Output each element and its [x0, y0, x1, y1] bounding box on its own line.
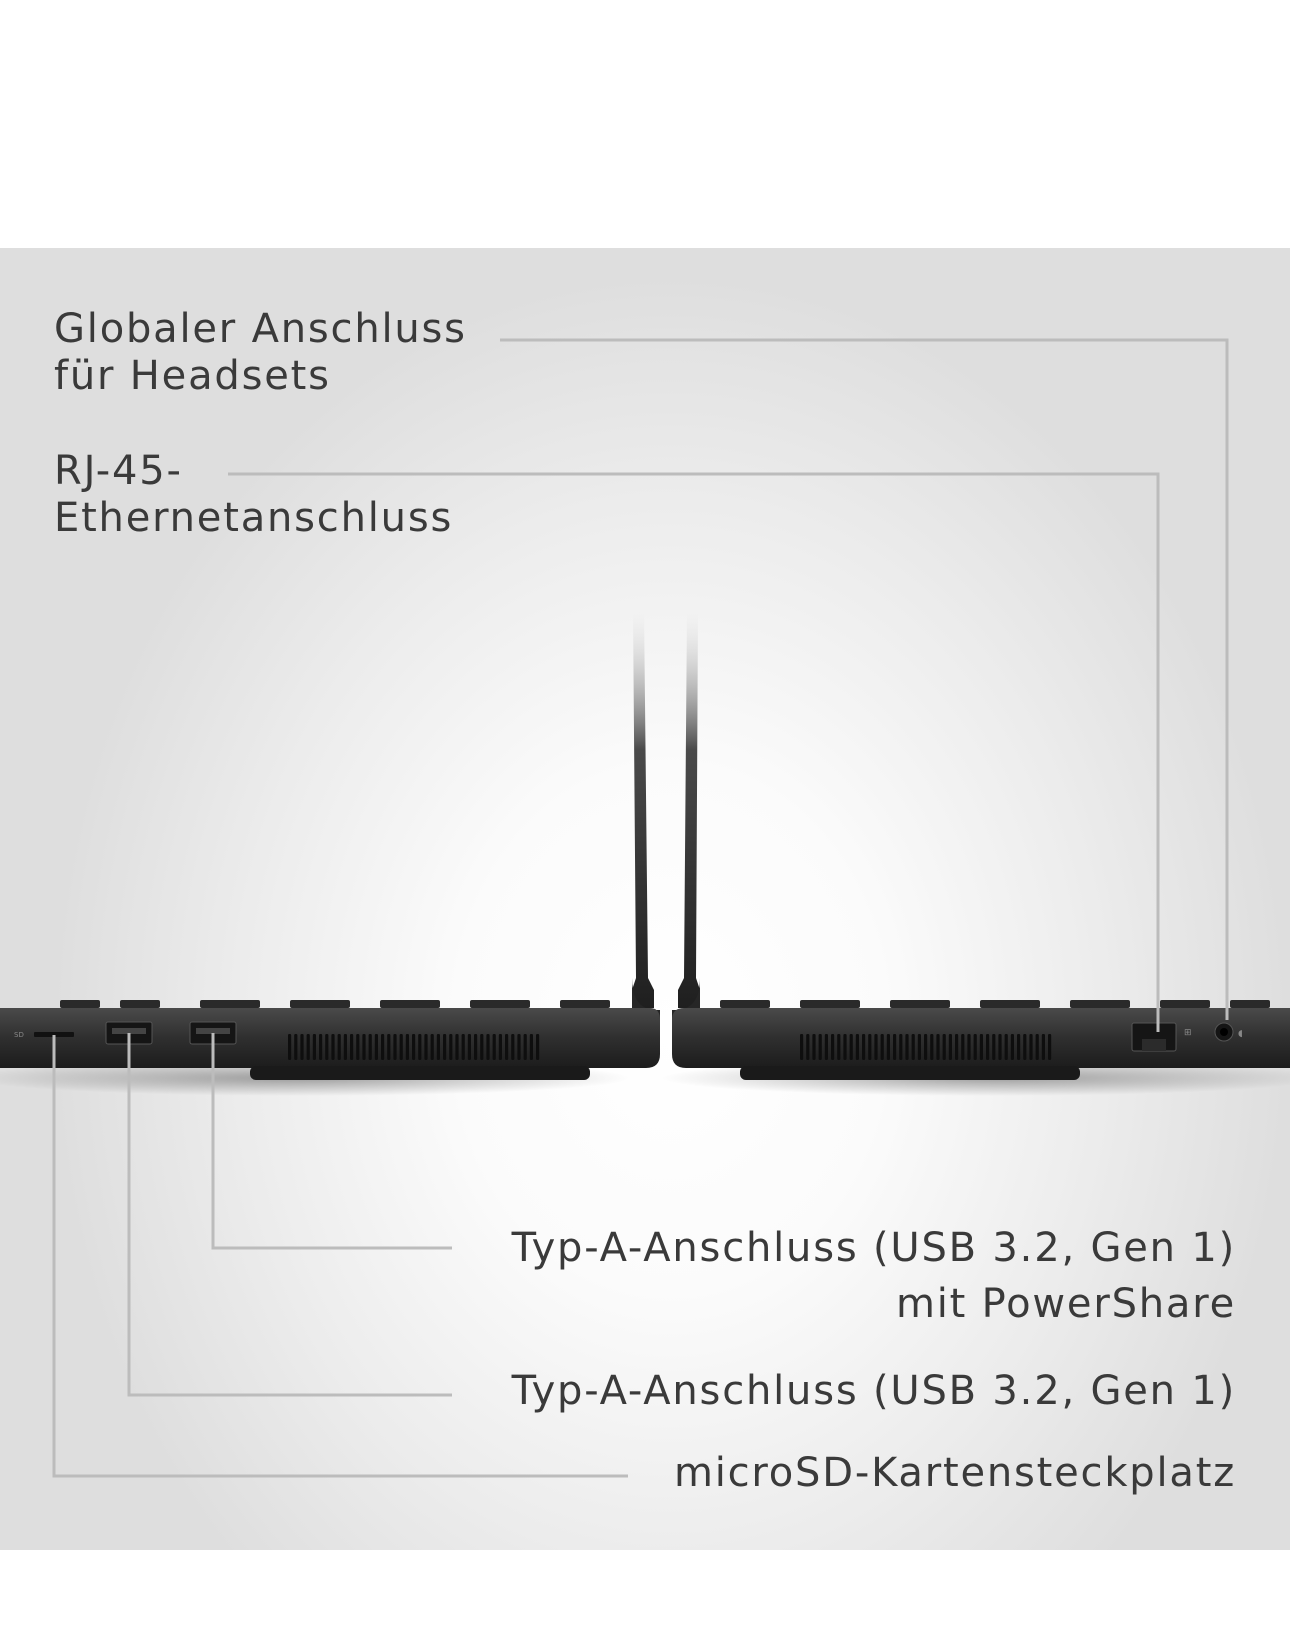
svg-text:SD: SD: [14, 1031, 24, 1039]
vent-slit: [443, 1034, 446, 1060]
product-panel: [0, 248, 1290, 1550]
vent-slit: [881, 1034, 884, 1060]
vent-slit: [819, 1034, 822, 1060]
vent-slit: [530, 1034, 533, 1060]
vent-slit: [1036, 1034, 1039, 1060]
usb-label-line1: Typ-A-Anschluss (USB 3.2, Gen 1): [511, 1368, 1236, 1414]
vent-slit: [319, 1034, 322, 1060]
vent-slit: [806, 1034, 809, 1060]
vent-slit: [1005, 1034, 1008, 1060]
vent-slit: [499, 1034, 502, 1060]
vent-slit: [331, 1034, 334, 1060]
headset-jack-label: [54, 306, 467, 400]
vent-slit: [362, 1034, 365, 1060]
vent-slit: [307, 1034, 310, 1060]
vent-slit: [850, 1034, 853, 1060]
vent-slit: [825, 1034, 828, 1060]
vent-slit: [437, 1034, 440, 1060]
vent-slit: [837, 1034, 840, 1060]
vent-slit: [400, 1034, 403, 1060]
headset-jack-label-line2: für Headsets: [54, 353, 331, 399]
vent-slit: [536, 1034, 539, 1060]
vent-slit: [344, 1034, 347, 1060]
vent-slit: [905, 1034, 908, 1060]
vent-slit: [943, 1034, 946, 1060]
svg-text:⊞: ⊞: [1184, 1028, 1192, 1038]
vent-slit: [856, 1034, 859, 1060]
usb-powershare-label-line1: Typ-A-Anschluss (USB 3.2, Gen 1): [511, 1225, 1236, 1271]
vent-slit: [406, 1034, 409, 1060]
vent-slit: [974, 1034, 977, 1060]
vent-slit: [480, 1034, 483, 1060]
vent-slit: [412, 1034, 415, 1060]
vent-slit: [300, 1034, 303, 1060]
vent-slit: [949, 1034, 952, 1060]
left-vent-grille: [288, 1034, 539, 1060]
vent-slit: [955, 1034, 958, 1060]
left-laptop-image: [0, 610, 660, 1096]
usb-powershare-label-line2: mit PowerShare: [895, 1281, 1236, 1327]
headset-jack-label-line1: Globaler Anschluss: [54, 306, 467, 352]
vent-slit: [812, 1034, 815, 1060]
vent-slit: [1042, 1034, 1045, 1060]
vent-slit: [468, 1034, 471, 1060]
usb-powershare-label: [512, 1220, 1236, 1332]
vent-slit: [1017, 1034, 1020, 1060]
vent-slit: [936, 1034, 939, 1060]
vent-slit: [980, 1034, 983, 1060]
usb-label: [512, 1368, 1236, 1415]
vent-slit: [899, 1034, 902, 1060]
microsd-label: [674, 1450, 1236, 1497]
vent-slit: [843, 1034, 846, 1060]
vent-slit: [462, 1034, 465, 1060]
vent-slit: [874, 1034, 877, 1060]
right-vent-grille: [800, 1034, 1051, 1060]
vent-slit: [338, 1034, 341, 1060]
vent-slit: [800, 1034, 803, 1060]
vent-slit: [424, 1034, 427, 1060]
vent-slit: [930, 1034, 933, 1060]
vent-slit: [505, 1034, 508, 1060]
vent-slit: [961, 1034, 964, 1060]
vent-slit: [918, 1034, 921, 1060]
vent-slit: [517, 1034, 520, 1060]
vent-slit: [912, 1034, 915, 1060]
leader-line-headset: [500, 340, 1227, 1020]
vent-slit: [986, 1034, 989, 1060]
vent-slit: [431, 1034, 434, 1060]
vent-slit: [381, 1034, 384, 1060]
vent-slit: [375, 1034, 378, 1060]
vent-slit: [369, 1034, 372, 1060]
vent-slit: [387, 1034, 390, 1060]
vent-slit: [294, 1034, 297, 1060]
vent-slit: [868, 1034, 871, 1060]
vent-slit: [967, 1034, 970, 1060]
rj45-label-line2: Ethernetanschluss: [54, 495, 454, 541]
vent-slit: [325, 1034, 328, 1060]
vent-slit: [1029, 1034, 1032, 1060]
svg-text:◖: ◖: [1238, 1029, 1243, 1039]
vent-slit: [455, 1034, 458, 1060]
vent-slit: [350, 1034, 353, 1060]
vent-slit: [1048, 1034, 1051, 1060]
right-laptop-image: [660, 610, 1290, 1096]
vent-slit: [524, 1034, 527, 1060]
vent-slit: [1011, 1034, 1014, 1060]
vent-slit: [288, 1034, 291, 1060]
vent-slit: [1023, 1034, 1026, 1060]
vent-slit: [418, 1034, 421, 1060]
vent-slit: [474, 1034, 477, 1060]
vent-slit: [924, 1034, 927, 1060]
vent-slit: [862, 1034, 865, 1060]
vent-slit: [393, 1034, 396, 1060]
vent-slit: [887, 1034, 890, 1060]
vent-slit: [831, 1034, 834, 1060]
vent-slit: [486, 1034, 489, 1060]
vent-slit: [893, 1034, 896, 1060]
vent-slit: [511, 1034, 514, 1060]
vent-slit: [356, 1034, 359, 1060]
vent-slit: [313, 1034, 316, 1060]
vent-slit: [493, 1034, 496, 1060]
laptop-ports-illustration: [0, 248, 1290, 1550]
vent-slit: [992, 1034, 995, 1060]
rj45-label: [54, 448, 453, 542]
vent-slit: [998, 1034, 1001, 1060]
rj45-label-line1: RJ-45-: [54, 448, 183, 494]
vent-slit: [449, 1034, 452, 1060]
microsd-label-line1: microSD-Kartensteckplatz: [673, 1450, 1236, 1496]
